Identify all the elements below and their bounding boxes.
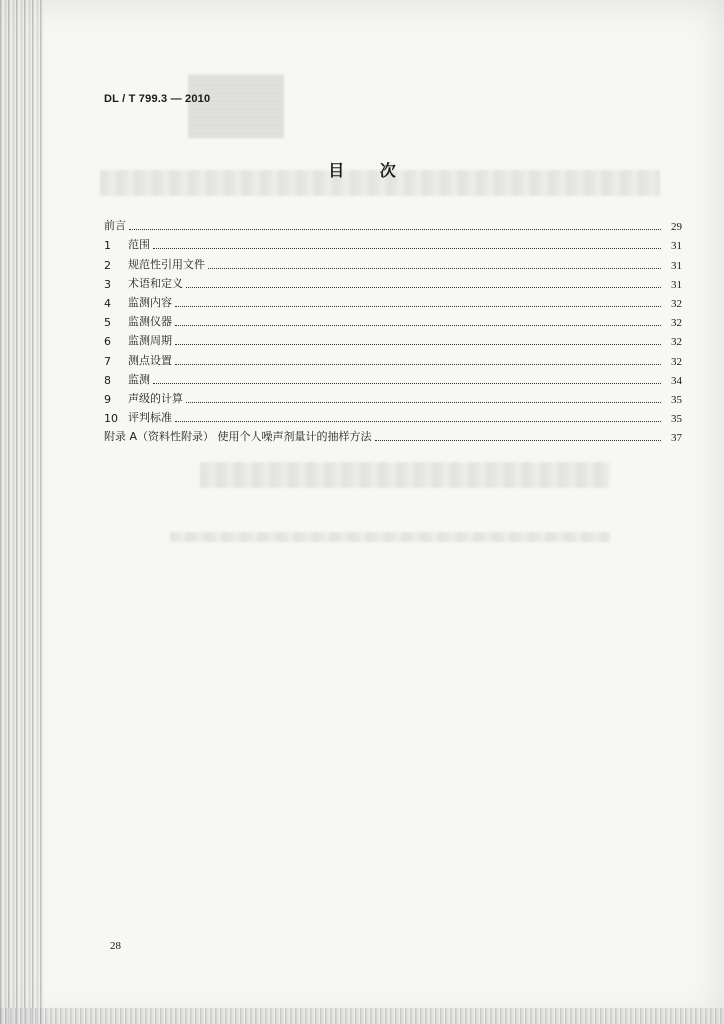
toc-entry-label: 规范性引用文件 bbox=[128, 257, 205, 271]
toc-entry-page: 34 bbox=[671, 374, 682, 387]
toc-entry-number: 3 bbox=[104, 277, 111, 291]
toc-entry-number: 9 bbox=[104, 392, 111, 406]
toc-leader-dots bbox=[175, 421, 661, 422]
toc-entry-label: 监测周期 bbox=[128, 334, 172, 348]
toc-entry-page: 35 bbox=[671, 393, 682, 406]
toc-entry-page: 32 bbox=[671, 355, 682, 368]
toc-entry-page: 32 bbox=[671, 336, 682, 349]
toc-entry-label: 术语和定义 bbox=[128, 276, 183, 290]
toc-entry bbox=[104, 310, 682, 329]
toc-entry bbox=[104, 368, 682, 387]
toc-entry bbox=[104, 329, 682, 348]
toc-entry-label: 监测 bbox=[128, 372, 150, 386]
show-through-subtitle bbox=[200, 462, 610, 488]
toc-entry-number: 2 bbox=[104, 258, 111, 272]
toc-entry bbox=[104, 233, 682, 252]
toc-entry bbox=[104, 252, 682, 271]
toc-leader-dots bbox=[186, 287, 661, 288]
toc-entry bbox=[104, 291, 682, 310]
toc-leader-dots bbox=[186, 402, 661, 403]
toc-entry bbox=[104, 214, 682, 233]
toc-entry-label: 测点设置 bbox=[128, 353, 172, 367]
toc-entry-label: 声级的计算 bbox=[128, 391, 183, 405]
toc-entry-label: 附录 A（资料性附录） 使用个人噪声剂量计的抽样方法 bbox=[104, 430, 372, 444]
toc-entry bbox=[104, 425, 682, 444]
page-number: 28 bbox=[110, 940, 121, 952]
show-through-english bbox=[170, 532, 610, 542]
toc-entry-page: 32 bbox=[671, 297, 682, 310]
toc-leader-dots bbox=[208, 268, 661, 269]
toc-entry-page: 35 bbox=[671, 413, 682, 426]
toc-entry-page: 29 bbox=[671, 221, 682, 234]
toc-entry-number: 1 bbox=[104, 239, 111, 253]
toc-leader-dots bbox=[375, 440, 661, 441]
toc-entry-label: 监测仪器 bbox=[128, 315, 172, 329]
toc-leader-dots bbox=[129, 229, 661, 230]
scan-bottom-edge bbox=[0, 1008, 724, 1024]
toc-entry bbox=[104, 387, 682, 406]
toc-entry-page: 31 bbox=[671, 259, 682, 272]
toc-leader-dots bbox=[175, 344, 661, 345]
table-of-contents bbox=[104, 214, 682, 444]
toc-entry-number: 4 bbox=[104, 296, 111, 310]
toc-leader-dots bbox=[175, 364, 661, 365]
toc-entry-label: 评判标准 bbox=[128, 411, 172, 425]
standard-code: DL / T 799.3 — 2010 bbox=[104, 93, 211, 105]
toc-entry bbox=[104, 272, 682, 291]
toc-entry-number: 8 bbox=[104, 373, 111, 387]
toc-entry-page: 37 bbox=[671, 432, 682, 445]
scan-binding-edge bbox=[0, 0, 44, 1024]
toc-entry-label: 监测内容 bbox=[128, 295, 172, 309]
toc-entry bbox=[104, 348, 682, 367]
toc-leader-dots bbox=[175, 306, 661, 307]
toc-entry-number: 5 bbox=[104, 316, 111, 330]
show-through-logo bbox=[188, 74, 284, 138]
toc-entry-page: 31 bbox=[671, 240, 682, 253]
toc-leader-dots bbox=[153, 383, 661, 384]
toc-title: 目 次 bbox=[328, 161, 396, 180]
toc-leader-dots bbox=[175, 325, 661, 326]
toc-entry-number: 7 bbox=[104, 354, 111, 368]
toc-entry-number: 10 bbox=[104, 412, 118, 426]
toc-entry-label: 范围 bbox=[128, 238, 150, 252]
toc-entry-number: 6 bbox=[104, 335, 111, 349]
toc-entry-label: 前言 bbox=[104, 219, 126, 233]
toc-leader-dots bbox=[153, 248, 661, 249]
toc-entry-page: 31 bbox=[671, 278, 682, 291]
toc-entry-page: 32 bbox=[671, 317, 682, 330]
toc-entry bbox=[104, 406, 682, 425]
